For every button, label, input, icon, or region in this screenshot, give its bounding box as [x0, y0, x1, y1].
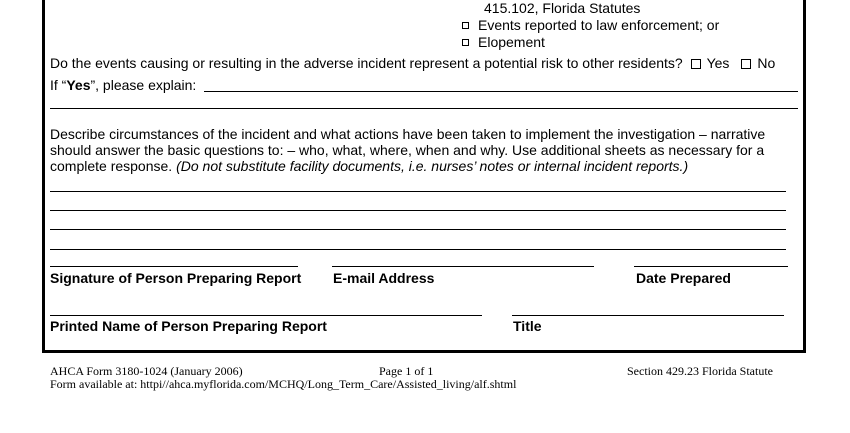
- explain-label: If “Yes”, please explain:: [50, 77, 197, 93]
- title-line[interactable]: [512, 315, 784, 316]
- yes-label: Yes: [706, 55, 730, 71]
- footer-form-id: AHCA Form 3180-1024 (January 2006): [50, 364, 243, 378]
- statute-line: 415.102, Florida Statutes: [484, 0, 641, 16]
- narrative-line-2[interactable]: [50, 210, 786, 211]
- explain-input-line[interactable]: [204, 91, 798, 92]
- narrative-line-4[interactable]: [50, 249, 786, 250]
- describe-line-2: should answer the basic questions to: – who, what, where, when and why. Use additional sheets as necessary for a: [50, 142, 765, 158]
- signature-line[interactable]: [50, 266, 298, 267]
- printed-name-line[interactable]: [50, 315, 482, 316]
- form-border: [42, 0, 806, 353]
- date-line[interactable]: [634, 266, 788, 267]
- checkbox-item-elopement[interactable]: Elopement: [462, 34, 545, 50]
- date-label: Date Prepared: [636, 270, 731, 286]
- narrative-line-3[interactable]: [50, 229, 786, 230]
- checkbox-item-law-enforcement[interactable]: Events reported to law enforcement; or: [462, 17, 719, 33]
- describe-line-1: Describe circumstances of the incident and what actions have been taken to implement the investigation – narrative: [50, 126, 766, 142]
- signature-label: Signature of Person Preparing Report: [50, 270, 302, 286]
- yes-checkbox[interactable]: [691, 59, 701, 69]
- checkbox-icon[interactable]: [462, 39, 469, 46]
- email-line[interactable]: [332, 266, 594, 267]
- no-checkbox[interactable]: [741, 59, 751, 69]
- title-label: Title: [513, 318, 542, 334]
- explain-input-line-2[interactable]: [50, 108, 798, 109]
- footer-section: Section 429.23 Florida Statute: [627, 364, 773, 378]
- footer-available: Form available at: httpi//ahca.myflorida.com/MCHQ/Long_Term_Care/Assisted_living/alf.shtml: [50, 377, 517, 391]
- risk-question-row: [50, 55, 775, 71]
- printed-name-label: Printed Name of Person Preparing Report: [50, 318, 327, 334]
- describe-line-3: complete response. (Do not substitute facility documents, i.e. nurses’ notes or internal incident reports.): [50, 158, 689, 174]
- risk-question: Do the events causing or resulting in the adverse incident represent a potential risk to other residents?: [50, 55, 683, 71]
- narrative-line-1[interactable]: [50, 191, 786, 192]
- no-label: No: [757, 55, 776, 71]
- checkbox-icon[interactable]: [462, 22, 469, 29]
- email-label: E-mail Address: [333, 270, 435, 286]
- footer-page: Page 1 of 1: [379, 364, 434, 378]
